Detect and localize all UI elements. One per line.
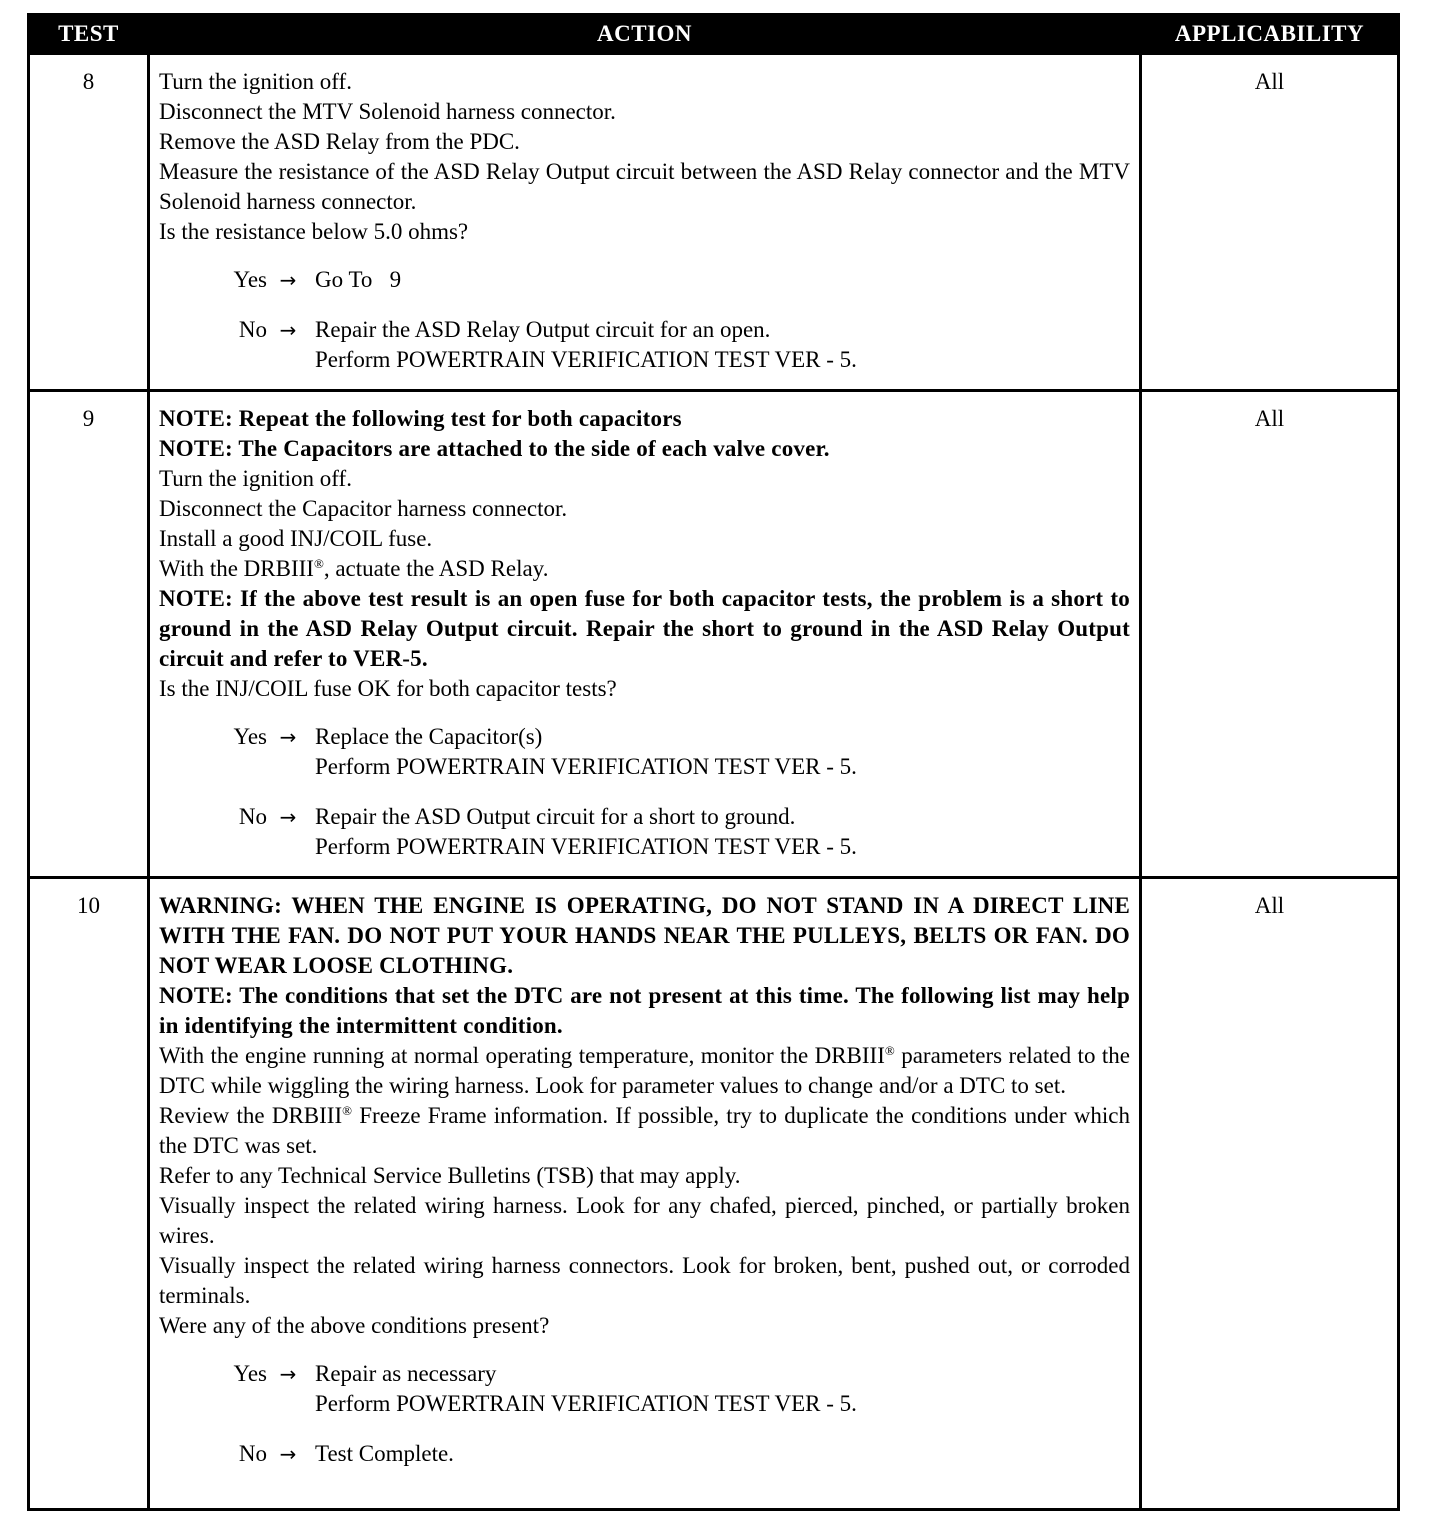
test-number: 9	[29, 391, 149, 878]
action-line: Visually inspect the related wiring harness. Look for any chafed, pierced, pinched, or partially broken wires.	[159, 1193, 1130, 1248]
right-arrow-icon: →	[279, 268, 297, 292]
right-arrow-icon: →	[279, 1442, 297, 1466]
answer-list	[159, 1359, 1130, 1469]
action-cell	[149, 878, 1141, 1510]
right-arrow-icon: →	[279, 318, 297, 342]
warning-line: WARNING: WHEN THE ENGINE IS OPERATING, DO NOT STAND IN A DIRECT LINE WITH THE FAN. DO NOT PUT YOUR HANDS NEAR THE PULLEYS, BELTS OR FAN. DO NOT WEAR LOOSE CLOTHING.	[159, 893, 1130, 978]
header-action: ACTION	[149, 15, 1141, 54]
table-row-test-10	[29, 878, 1399, 1510]
answer-line: Repair as necessary	[315, 1361, 497, 1386]
note-line: NOTE: The conditions that set the DTC are not present at this time. The following list may help in identifying the intermittent condition.	[159, 983, 1130, 1038]
note-line: NOTE: Repeat the following test for both capacitors	[159, 406, 682, 431]
table-row-test-8	[29, 54, 1399, 391]
action-line: Disconnect the Capacitor harness connector.	[159, 496, 568, 521]
action-line: Disconnect the MTV Solenoid harness connector.	[159, 99, 616, 124]
answer-line: Replace the Capacitor(s)	[315, 724, 543, 749]
action-cell	[149, 54, 1141, 391]
answer-line: Perform POWERTRAIN VERIFICATION TEST VER - 5.	[315, 1391, 857, 1416]
action-line: Install a good INJ/COIL fuse.	[159, 526, 433, 551]
answer-list	[159, 265, 1130, 375]
header-applicability: APPLICABILITY	[1141, 15, 1399, 54]
answer-line: Repair the ASD Output circuit for a short to ground.	[315, 804, 796, 829]
answer-list	[159, 722, 1130, 862]
action-line: Turn the ignition off.	[159, 466, 352, 491]
answer-line: Repair the ASD Relay Output circuit for an open.	[315, 317, 771, 342]
action-line: With the DRBIII®, actuate the ASD Relay.	[159, 556, 549, 581]
applicability-value: All	[1141, 54, 1399, 391]
action-steps	[159, 404, 1130, 704]
applicability-value: All	[1141, 878, 1399, 1510]
table-row-test-9	[29, 391, 1399, 878]
answer-no	[159, 1439, 1130, 1469]
note-line: NOTE: If the above test result is an open fuse for both capacitor tests, the problem is a short to ground in the ASD Relay Output circuit. Repair the short to ground in the ASD Relay Output circuit and refer to VER-5.	[159, 586, 1130, 671]
answer-line: Perform POWERTRAIN VERIFICATION TEST VER - 5.	[315, 834, 857, 859]
answer-label: No	[238, 317, 267, 342]
action-line: Is the resistance below 5.0 ohms?	[159, 219, 469, 244]
answer-yes	[159, 722, 1130, 782]
answer-yes	[159, 265, 1130, 295]
answer-text	[309, 722, 1130, 782]
right-arrow-icon: →	[279, 725, 297, 749]
action-line: Were any of the above conditions present?	[159, 1313, 550, 1338]
answer-label: No	[238, 1441, 267, 1466]
answer-label: Yes	[233, 267, 267, 292]
answer-label: Yes	[233, 1361, 267, 1386]
answer-text	[309, 315, 1130, 375]
answer-line: Perform POWERTRAIN VERIFICATION TEST VER - 5.	[315, 347, 857, 372]
action-steps	[159, 891, 1130, 1341]
action-line: Measure the resistance of the ASD Relay Output circuit between the ASD Relay connector and the MTV Solenoid harness connector.	[159, 159, 1130, 214]
note-line: NOTE: The Capacitors are attached to the side of each valve cover.	[159, 436, 830, 461]
answer-text	[309, 265, 1130, 295]
answer-text	[309, 1359, 1130, 1419]
action-line: Turn the ignition off.	[159, 69, 352, 94]
applicability-value: All	[1141, 391, 1399, 878]
action-line: Remove the ASD Relay from the PDC.	[159, 129, 520, 154]
answer-line: Perform POWERTRAIN VERIFICATION TEST VER - 5.	[315, 754, 857, 779]
table-header-row	[29, 15, 1399, 54]
test-number: 8	[29, 54, 149, 391]
header-test: TEST	[29, 15, 149, 54]
action-line: Refer to any Technical Service Bulletins (TSB) that may apply.	[159, 1163, 741, 1188]
action-line: Is the INJ/COIL fuse OK for both capacitor tests?	[159, 676, 617, 701]
answer-line: Go To 9	[315, 267, 402, 292]
answer-line: Test Complete.	[315, 1441, 454, 1466]
action-line: Review the DRBIII® Freeze Frame information. If possible, try to duplicate the conditions under which the DTC was set.	[159, 1103, 1130, 1158]
answer-text	[309, 1439, 1130, 1469]
action-cell	[149, 391, 1141, 878]
answer-yes	[159, 1359, 1130, 1419]
right-arrow-icon: →	[279, 805, 297, 829]
answer-no	[159, 802, 1130, 862]
test-number: 10	[29, 878, 149, 1510]
right-arrow-icon: →	[279, 1362, 297, 1386]
diagnostic-test-table	[27, 13, 1400, 1511]
answer-text	[309, 802, 1130, 862]
action-line: With the engine running at normal operating temperature, monitor the DRBIII® parameters related to the DTC while wiggling the wiring harness. Look for parameter values to change and/or a DTC to set.	[159, 1043, 1130, 1098]
action-line: Visually inspect the related wiring harness connectors. Look for broken, bent, pushed out, or corroded terminals.	[159, 1253, 1130, 1308]
action-steps	[159, 67, 1130, 247]
answer-label: No	[238, 804, 267, 829]
answer-no	[159, 315, 1130, 375]
answer-label: Yes	[233, 724, 267, 749]
